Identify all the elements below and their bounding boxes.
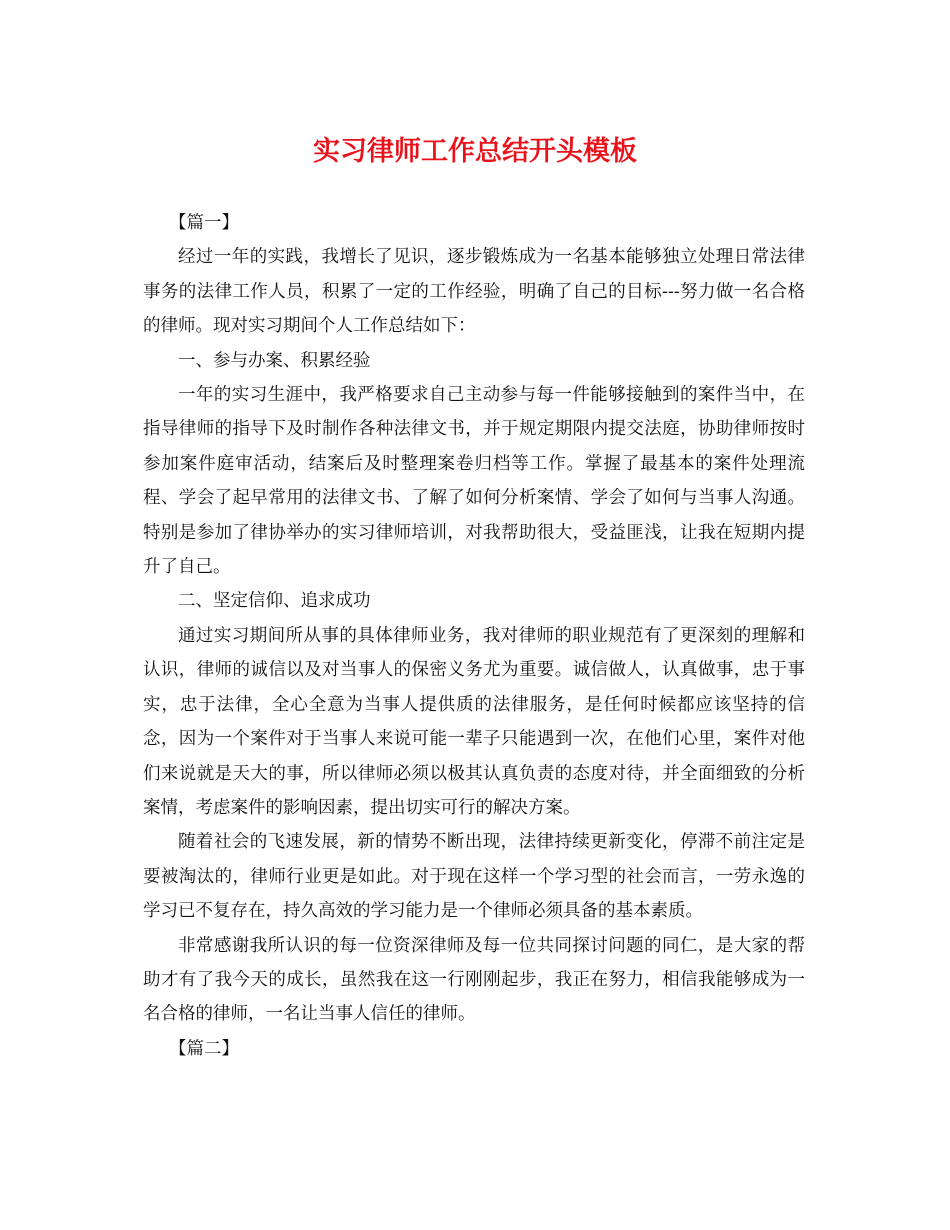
paragraph-case-experience: 一年的实习生涯中，我严格要求自己主动参与每一件能够接触到的案件当中，在指导律师的指导下及时制作各种法律文书，并于规定期限内提交法庭，协助律师按时参加案件庭审活动，结案后及时整理案卷归档等工作。掌握了最基本的案件处理流程、学会了起早常用的法律文书、了解了如何分析案情、学会了如何与当事人沟通。特别是参加了律协举办的实习律师培训，对我帮助很大，受益匪浅，让我在短期内提升了自己。 — [143, 385, 805, 578]
paragraph-continuous-learning: 随着社会的飞速发展，新的情势不断出现，法律持续更新变化，停滞不前注定是要被淘汰的，律师行业更是如此。对于现在这样一个学习型的社会而言，一劳永逸的学习已不复存在，持久高效的学习能力是一个律师必须具备的基本素质。 — [143, 832, 805, 922]
part-two-label: 【篇二】 — [169, 1038, 239, 1059]
paragraph-intro: 经过一年的实践，我增长了见识，逐步锻炼成为一名基本能够独立处理日常法律事务的法律工作人员，积累了一定的工作经验，明确了自己的目标---努力做一名合格的律师。现对实习期间个人工作总结如下： — [143, 247, 805, 337]
document-title: 实习律师工作总结开头模板 — [313, 136, 637, 167]
paragraph-professional-ethics: 通过实习期间所从事的具体律师业务，我对律师的职业规范有了更深刻的理解和认识，律师的诚信以及对当事人的保密义务尤为重要。诚信做人，认真做事，忠于事实，忠于法律，全心全意为当事人提供质的法律服务，是任何时候都应该坚持的信念，因为一个案件对于当事人来说可能一辈子只能遇到一次，在他们心里，案件对他们来说就是天大的事，所以律师必须以极其认真负责的态度对待，并全面细致的分析案情，考虑案件的影响因素，提出切实可行的解决方案。 — [143, 625, 805, 818]
section-heading-two: 二、坚定信仰、追求成功 — [178, 591, 371, 612]
paragraph-gratitude: 非常感谢我所认识的每一位资深律师及每一位共同探讨问题的同仁，是大家的帮助才有了我今天的成长，虽然我在这一行刚刚起步，我正在努力，相信我能够成为一名合格的律师，一名让当事人信任的律师。 — [143, 935, 805, 1025]
part-one-label: 【篇一】 — [169, 213, 239, 233]
document-body — [143, 206, 805, 1066]
section-heading-one: 一、参与办案、积累经验 — [178, 350, 371, 371]
